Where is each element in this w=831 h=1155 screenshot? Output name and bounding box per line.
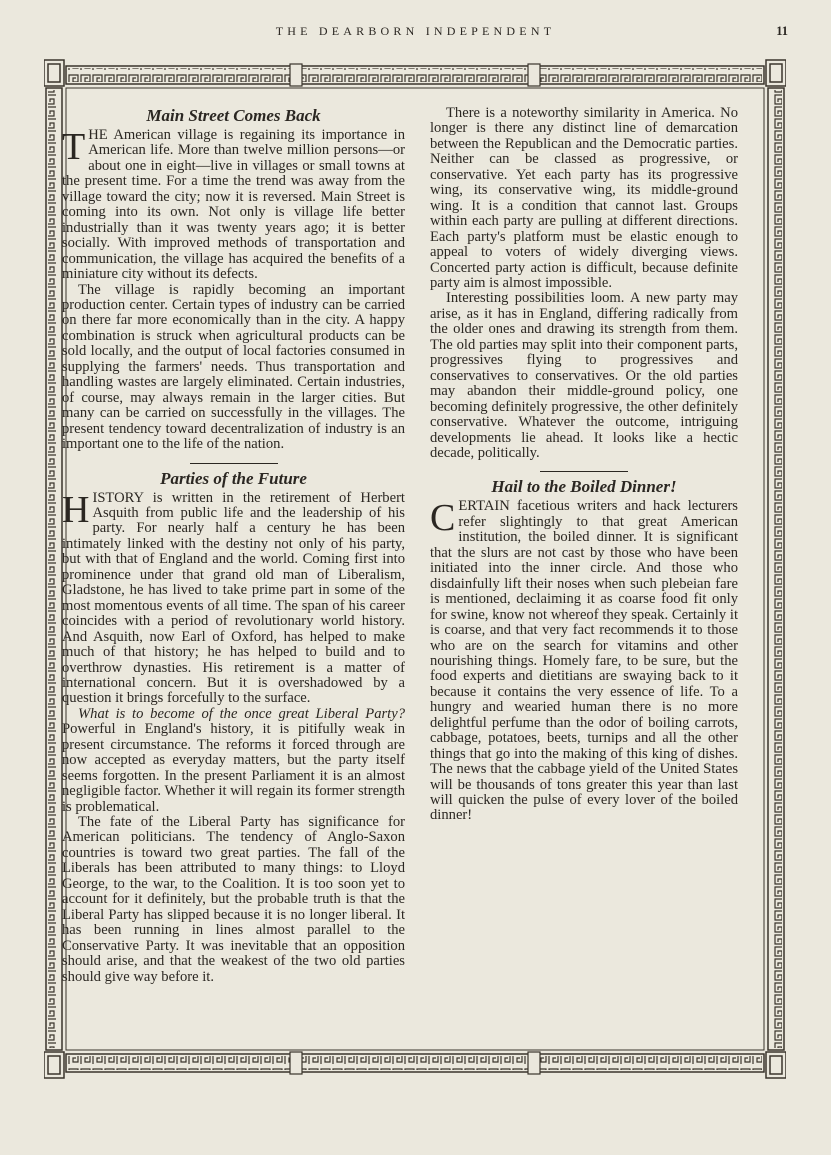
- parties-text-1: ISTORY is written in the retirement of Herbert Asquith from public life and the leadership of his party. For nearly half a century he has been intimately linked with the destiny not only of his party, but with that of England and the world. Coming first into prominence under that grand old man of Liberalism, Gladstone, he has lived to take prime part in some of the most momentous events of all time. The span of his career coincides with a period of revolutionary world history. And Asquith, now Earl of Oxford, has helped to make much of that history; he has helped to build and to overthrow dynasties. His retirement is a matter of international concern. But it is overshadowed by a question it brings forcefully to the surface.: [62, 489, 405, 707]
- parties-text-2: Powerful in England's history, it is pitifully weak in present circumstance. The reforms it forced through are now accepted as everyday matters, but the party itself seems forgotten. In the present Parliament it is an almost negligible factor. Whether it will regain its former strength is problematical.: [62, 721, 405, 815]
- parties-paragraph-2: [62, 707, 405, 815]
- masthead: THE DEARBORN INDEPENDENT: [275, 24, 556, 38]
- boiled-dinner-paragraph-1: [430, 499, 738, 824]
- parties-paragraph-4: There is a noteworthy similarity in America. No longer is there any distinct line of demarcation between the Republican and the Democratic parties. Neither can be classed as progressive, or conservative. Yet each party has its progressive wing, its conservative wing, its middle-ground wing. It is a condition that cannot last. Groups within each party are pulling at different directions. Each party's platform must be elastic enough to appeal to voters of widely diverging views. Concerted party action is difficult, because definite party aim is almost impossible.: [430, 105, 738, 291]
- main-street-paragraph-2: The village is rapidly becoming an important production center. Certain types of industry can be carried on there far more economically than in the city. A happy combination is struck when agricultural products can be sold locally, and the output of local factories consumed in supplying the farmers' needs. Thus transportation and handling wastes are largely eliminated. Certain industries, of course, may always remain in the larger cities. But many can be carried on successfully in the villages. The present tendency toward decentralization of industry is an important one to the life of the nation.: [62, 281, 405, 453]
- section-divider: [190, 463, 278, 464]
- section-divider-2: [540, 471, 628, 472]
- right-column: [430, 106, 738, 824]
- parties-question: What is to become of the once great Liberal Party?: [78, 705, 405, 722]
- left-column: [62, 106, 405, 985]
- parties-paragraph-3: The fate of the Liberal Party has significance for American politicians. The tendency of Anglo-Saxon countries is toward two great parties. The fall of the Liberals has been attributed to many things: to Lloyd George, to the war, to the Coalition. It is too soon yet to account for it definitely, but the probable truth is that the Liberal Party has slipped because it is no longer liberal. It has been running in lines almost parallel to the Conservative Party. It was inevitable that an opposition should arise, and that the weakest of the two old parties should give way before it.: [62, 814, 405, 985]
- parties-paragraph-5: Interesting possibilities loom. A new party may arise, as it has in England, differing radically from the older ones and drawing its strength from them. The old parties may split into their component parts, progressives flying to progressives and conservatives to conservatives. Or the old parties may abandon their middle-ground policy, one becoming definitely progressive, the other definitely conservative. Whatever the outcome, intriguing developments lie ahead. It looks like a hectic decade, politically.: [430, 290, 738, 461]
- article-title-parties: Parties of the Future: [160, 468, 307, 488]
- article-title-boiled-dinner: Hail to the Boiled Dinner!: [491, 477, 677, 497]
- parties-paragraph-1: [62, 488, 405, 707]
- boiled-dinner-text-1: ERTAIN facetious writers and hack lecturers refer slightingly to that great American institution, the boiled dinner. It is significant that the slurs are not cast by those who have been initiated into the inner circle. And those who disdainfully lift their noses when such plebeian fare is mentioned, declaiming it as coarse food fit only for swine, know not whereof they speak. Certainly it is coarse, and that very fact recommends it to those who are on the search for vitamins and other nourishing things. Homely fare, to be sure, but the food experts and dietitians are swaying back to it because it contains the very essence of life. To a hungry and wearied human there is no more delightful perfume than the odor of boiling carrots, cabbage, potatoes, beets, turnips and all the other things that go into the making of this king of dishes. The news that the cabbage yield of the United States will be thousands of tons greater this year than last will quicken the pulse of every lover of the boiled dinner!: [430, 498, 738, 824]
- main-street-text-1: HE American village is regaining its importance in American life. More than twelve million persons—or about one in eight—live in villages or small towns at the present time. For a time the trend was away from the village toward the city; now it is reversed. Main Street is coming into its own. Not only is village life better industrially than it was twenty years ago; it is better socially. With improved methods of transportation and communication, the village has acquired the benefits of a miniature city without its defects.: [62, 127, 405, 283]
- main-street-paragraph-1: [62, 128, 405, 283]
- dropcap-t: T: [62, 126, 86, 168]
- article-title-main-street: Main Street Comes Back: [146, 106, 321, 125]
- running-head: [0, 24, 831, 40]
- dropcap-h: H: [62, 488, 90, 531]
- dropcap-c: C: [430, 497, 456, 540]
- page-number: 11: [776, 24, 788, 38]
